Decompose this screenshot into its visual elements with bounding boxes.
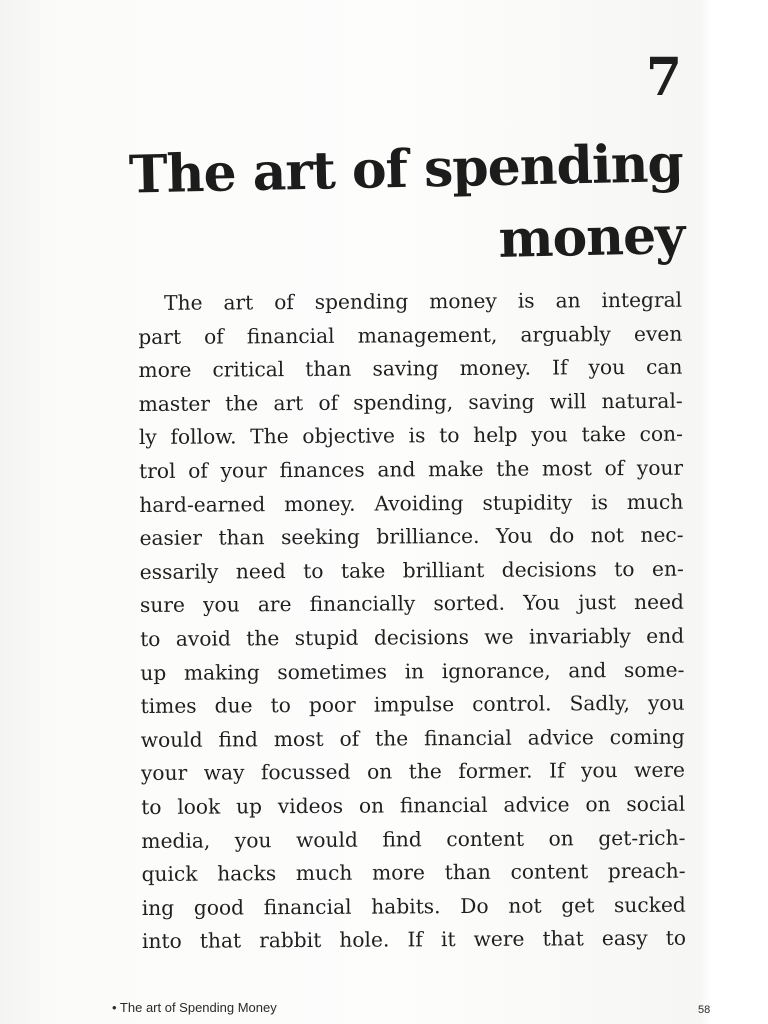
body-line: into that rabbit hole. If it were that easy to [141, 925, 687, 954]
body-line: sure you are financially sorted. You just need [139, 590, 685, 618]
body-line: trol of your finances and make the most of your [139, 455, 684, 483]
chapter-title [102, 128, 685, 284]
body-line: media, you would find content on get-rich- [141, 825, 686, 853]
body-line: essarily need to take brilliant decisions to en- [139, 556, 684, 584]
page-margin-edge [710, 0, 768, 1024]
body-line: to avoid the stupid decisions we invariably end [140, 623, 685, 651]
chapter-title-line-2: money [497, 204, 685, 270]
body-line: hard-earned money. Avoiding stupidity is much [139, 489, 684, 517]
running-footer-title: • The art of Spending Money [112, 1000, 277, 1015]
body-line: quick hacks much more than content preach- [141, 858, 686, 887]
chapter-number: 7 [645, 47, 682, 108]
body-line: master the art of spending, saving will natural- [138, 388, 683, 416]
page-number: 58 [698, 1004, 710, 1016]
body-line: more critical than saving money. If you can [138, 354, 683, 383]
chapter-body-paragraph [138, 284, 686, 959]
chapter-title-line-1: The art of spending [128, 132, 684, 206]
body-line: up making sometimes in ignorance, and some- [140, 657, 685, 685]
body-line: ing good financial habits. Do not get sucked [141, 892, 686, 920]
body-line: part of financial management, arguably even [138, 321, 683, 349]
body-line: to look up videos on financial advice on social [141, 791, 686, 819]
body-line: times due to poor impulse control. Sadly, you [140, 690, 685, 719]
body-line: ly follow. The objective is to help you take con- [138, 422, 683, 450]
body-line: The art of spending money is an integral [164, 287, 683, 315]
body-line: easier than seeking brilliance. You do not nec- [139, 522, 684, 551]
body-line: your way focussed on the former. If you were [140, 757, 686, 786]
body-line: would find most of the financial advice coming [140, 724, 685, 752]
